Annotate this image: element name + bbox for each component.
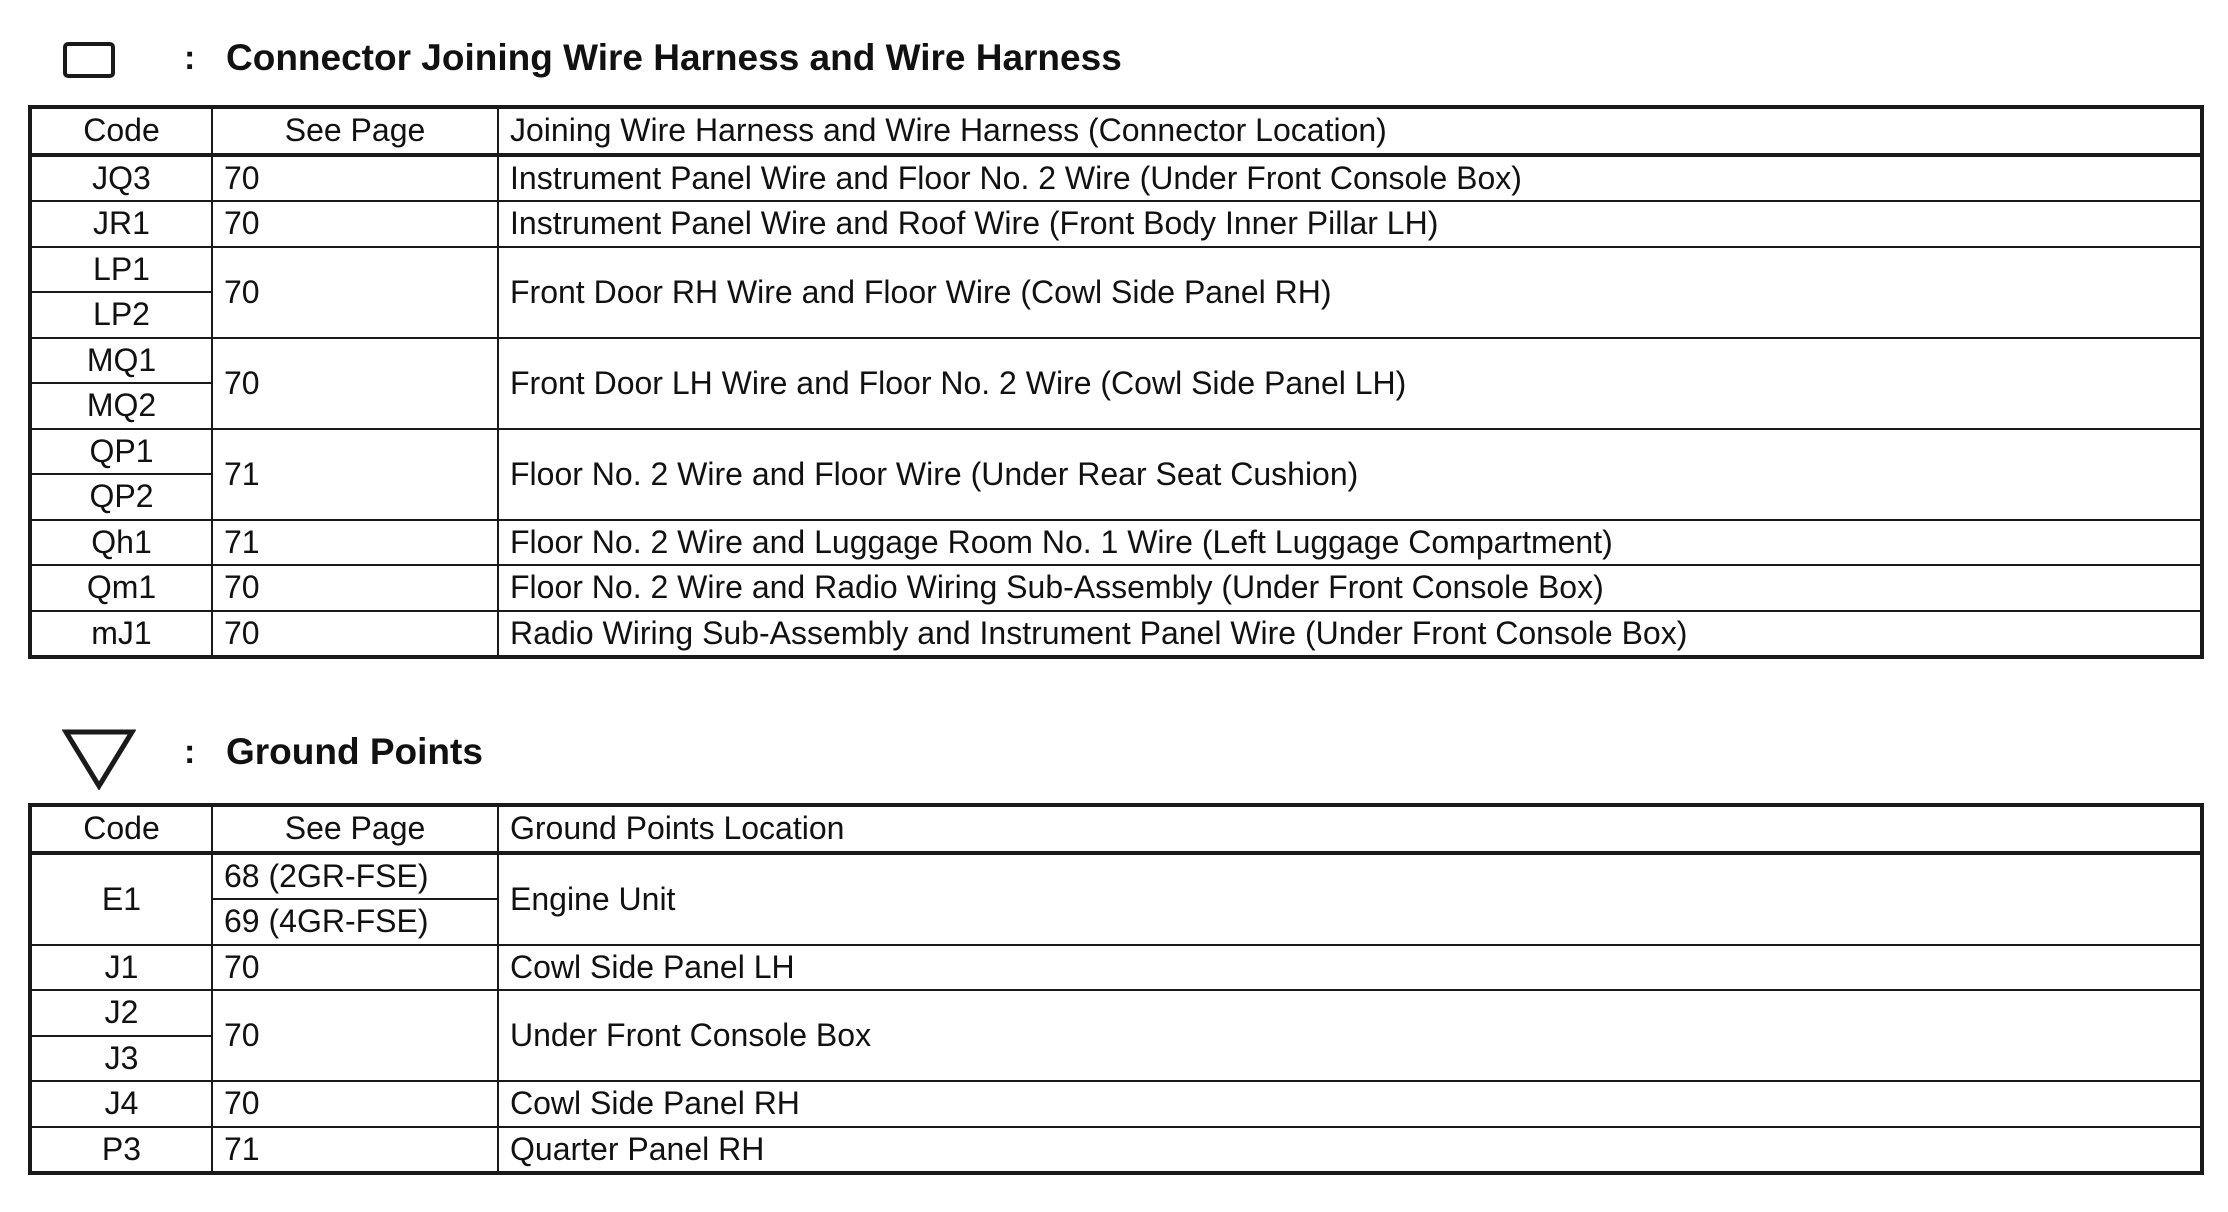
table-row	[30, 990, 2202, 1036]
see-page-cell: 70	[212, 990, 498, 1081]
location-cell: Engine Unit	[498, 853, 2202, 945]
location-cell: Cowl Side Panel RH	[498, 1081, 2202, 1127]
table-row	[30, 338, 2202, 384]
table-row	[30, 1127, 2202, 1174]
code-cell: QP1	[30, 429, 212, 475]
ground-colon: :	[184, 733, 196, 771]
location-cell: Radio Wiring Sub-Assembly and Instrument Panel Wire (Under Front Console Box)	[498, 611, 2202, 658]
table-row	[30, 155, 2202, 202]
location-cell: Instrument Panel Wire and Roof Wire (Front Body Inner Pillar LH)	[498, 201, 2202, 247]
table-row	[30, 565, 2202, 611]
code-cell: Qm1	[30, 565, 212, 611]
code-cell: MQ2	[30, 383, 212, 429]
code-cell: MQ1	[30, 338, 212, 384]
table-row	[30, 247, 2202, 293]
code-cell: QP2	[30, 474, 212, 520]
code-cell: J2	[30, 990, 212, 1036]
table-row	[30, 201, 2202, 247]
ground-table	[28, 803, 2204, 1175]
code-cell: Qh1	[30, 520, 212, 566]
table-row	[30, 945, 2202, 991]
table-row	[30, 520, 2202, 566]
header-location: Ground Points Location	[498, 805, 2202, 853]
code-cell: J1	[30, 945, 212, 991]
location-cell: Instrument Panel Wire and Floor No. 2 Wire (Under Front Console Box)	[498, 155, 2202, 202]
code-cell: JQ3	[30, 155, 212, 202]
connector-section-header	[0, 28, 2228, 92]
code-cell: P3	[30, 1127, 212, 1174]
location-cell: Front Door RH Wire and Floor Wire (Cowl Side Panel RH)	[498, 247, 2202, 338]
see-page-cell: 69 (4GR-FSE)	[212, 899, 498, 945]
table-row	[30, 1081, 2202, 1127]
location-cell: Floor No. 2 Wire and Radio Wiring Sub-Assembly (Under Front Console Box)	[498, 565, 2202, 611]
code-cell: J3	[30, 1036, 212, 1082]
code-cell: LP1	[30, 247, 212, 293]
location-cell: Quarter Panel RH	[498, 1127, 2202, 1174]
code-cell: J4	[30, 1081, 212, 1127]
location-cell: Under Front Console Box	[498, 990, 2202, 1081]
connector-colon: :	[184, 39, 196, 77]
header-see-page: See Page	[212, 805, 498, 853]
table-row	[30, 853, 2202, 900]
connector-section-title: Connector Joining Wire Harness and Wire Harness	[226, 37, 1122, 78]
see-page-cell: 71	[212, 520, 498, 566]
see-page-cell: 70	[212, 201, 498, 247]
see-page-cell: 70	[212, 1081, 498, 1127]
see-page-cell: 68 (2GR-FSE)	[212, 853, 498, 900]
see-page-cell: 70	[212, 945, 498, 991]
location-cell: Floor No. 2 Wire and Luggage Room No. 1 Wire (Left Luggage Compartment)	[498, 520, 2202, 566]
header-location: Joining Wire Harness and Wire Harness (Connector Location)	[498, 107, 2202, 155]
connector-table	[28, 105, 2204, 659]
inverted-triangle-icon	[62, 728, 136, 790]
see-page-cell: 70	[212, 338, 498, 429]
header-code: Code	[30, 805, 212, 853]
table-header-row	[30, 805, 2202, 853]
ground-section-header	[0, 722, 2228, 786]
header-code: Code	[30, 107, 212, 155]
location-cell: Front Door LH Wire and Floor No. 2 Wire (Cowl Side Panel LH)	[498, 338, 2202, 429]
ground-section-title: Ground Points	[226, 731, 483, 772]
see-page-cell: 70	[212, 565, 498, 611]
location-cell: Cowl Side Panel LH	[498, 945, 2202, 991]
table-row	[30, 611, 2202, 658]
see-page-cell: 70	[212, 155, 498, 202]
code-cell: JR1	[30, 201, 212, 247]
see-page-cell: 71	[212, 429, 498, 520]
header-see-page: See Page	[212, 107, 498, 155]
table-row	[30, 429, 2202, 475]
code-cell: mJ1	[30, 611, 212, 658]
see-page-cell: 70	[212, 611, 498, 658]
code-cell: LP2	[30, 292, 212, 338]
see-page-cell: 71	[212, 1127, 498, 1174]
see-page-cell: 70	[212, 247, 498, 338]
rounded-rectangle-icon	[63, 42, 115, 78]
location-cell: Floor No. 2 Wire and Floor Wire (Under Rear Seat Cushion)	[498, 429, 2202, 520]
code-cell: E1	[30, 853, 212, 945]
table-header-row	[30, 107, 2202, 155]
